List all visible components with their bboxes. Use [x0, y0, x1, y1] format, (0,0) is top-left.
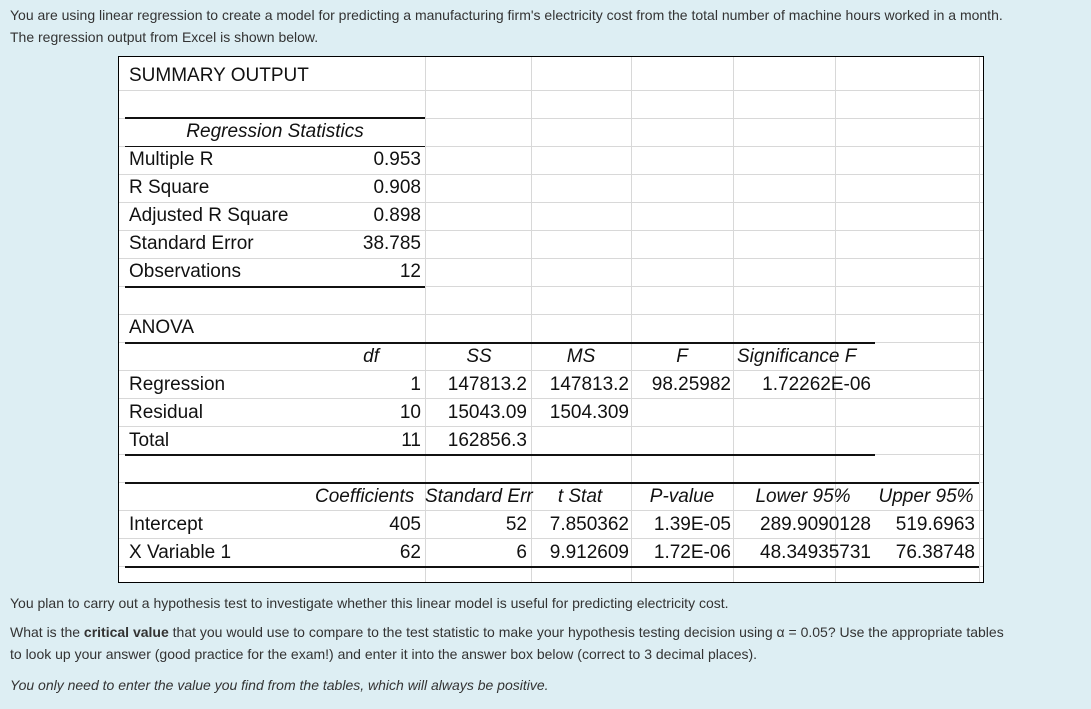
anova-row-label: Regression — [129, 374, 226, 395]
anova-ms: 147813.2 — [549, 374, 629, 395]
coef-row-label: X Variable 1 — [129, 542, 232, 563]
coef-standard-error: 52 — [505, 514, 527, 535]
stat-value: 38.785 — [362, 233, 421, 254]
excel-regression-output — [118, 56, 984, 583]
intro-line-2: The regression output from Excel is shown below. — [10, 29, 319, 45]
stat-value: 0.953 — [373, 149, 421, 170]
anova-significance-f: 1.72262E-06 — [762, 374, 871, 395]
coef-upper-95: 519.6963 — [895, 514, 975, 535]
anova-ss: 162856.3 — [447, 430, 527, 451]
coef-standard-error: 6 — [516, 542, 527, 563]
stat-value: 0.898 — [373, 205, 421, 226]
coef-p-value: 1.39E-05 — [653, 514, 731, 535]
coef-value: 62 — [399, 542, 421, 563]
stat-label: Multiple R — [129, 149, 214, 170]
stat-label: Observations — [129, 261, 241, 282]
coef-upper-95: 76.38748 — [895, 542, 975, 563]
stat-value: 12 — [399, 261, 421, 282]
question-intro — [10, 4, 1085, 48]
anova-title: ANOVA — [129, 317, 195, 338]
summary-output-title: SUMMARY OUTPUT — [129, 65, 309, 86]
coef-header-upper-95: Upper 95% — [878, 486, 974, 507]
anova-header-ms: MS — [566, 346, 596, 367]
anova-header-f: F — [676, 346, 688, 367]
coef-value: 405 — [389, 514, 421, 535]
question-bold-term: critical value — [83, 624, 169, 640]
stat-label: R Square — [129, 177, 210, 198]
coef-p-value: 1.72E-06 — [653, 542, 731, 563]
anova-header-significance-f: Significance F — [737, 346, 857, 367]
anova-df: 11 — [401, 430, 421, 451]
coef-header-t-stat: t Stat — [557, 486, 603, 507]
anova-df: 10 — [399, 402, 421, 423]
anova-header-ss: SS — [466, 346, 492, 367]
coef-lower-95: 48.34935731 — [760, 542, 871, 563]
critical-value-question — [10, 621, 1085, 665]
anova-row-label: Total — [129, 430, 170, 451]
coef-header-coefficients: Coefficients — [315, 486, 415, 507]
stat-value: 0.908 — [373, 177, 421, 198]
question-prefix: What is the — [10, 624, 84, 640]
anova-ss: 147813.2 — [447, 374, 527, 395]
regression-statistics-header: Regression Statistics — [186, 121, 364, 142]
coef-header-p-value: P-value — [649, 486, 715, 507]
coef-t-stat: 9.912609 — [549, 542, 629, 563]
anova-f: 98.25982 — [651, 374, 731, 395]
question-line2: to look up your answer (good practice for the exam!) and enter it into the answer box below (correct to 3 decimal places). — [10, 646, 758, 662]
anova-ms: 1504.309 — [549, 402, 629, 423]
intro-line-1: You are using linear regression to create a model for predicting a manufacturing firm's electricity cost from the total number of machine hours worked in a month. — [10, 7, 1003, 23]
anova-header-df: df — [363, 346, 379, 367]
coef-t-stat: 7.850362 — [549, 514, 629, 535]
anova-df: 1 — [410, 374, 421, 395]
coef-header-standard-err: Standard Err — [425, 486, 533, 507]
question-line1-rest: that you would use to compare to the test statistic to make your hypothesis testing decision using α = 0.05? Use the appropriate tables — [168, 624, 1004, 640]
coef-lower-95: 289.9090128 — [760, 514, 871, 535]
stat-label: Standard Error — [129, 233, 254, 254]
anova-row-label: Residual — [129, 402, 203, 423]
anova-ss: 15043.09 — [447, 402, 527, 423]
instruction-note: You only need to enter the value you find from the tables, which will always be positive. — [10, 677, 549, 693]
hypothesis-plan-text: You plan to carry out a hypothesis test to investigate whether this linear model is useful for predicting electricity cost. — [10, 595, 729, 611]
coef-row-label: Intercept — [129, 514, 203, 535]
stat-label: Adjusted R Square — [129, 205, 289, 226]
coef-header-lower-95: Lower 95% — [755, 486, 851, 507]
